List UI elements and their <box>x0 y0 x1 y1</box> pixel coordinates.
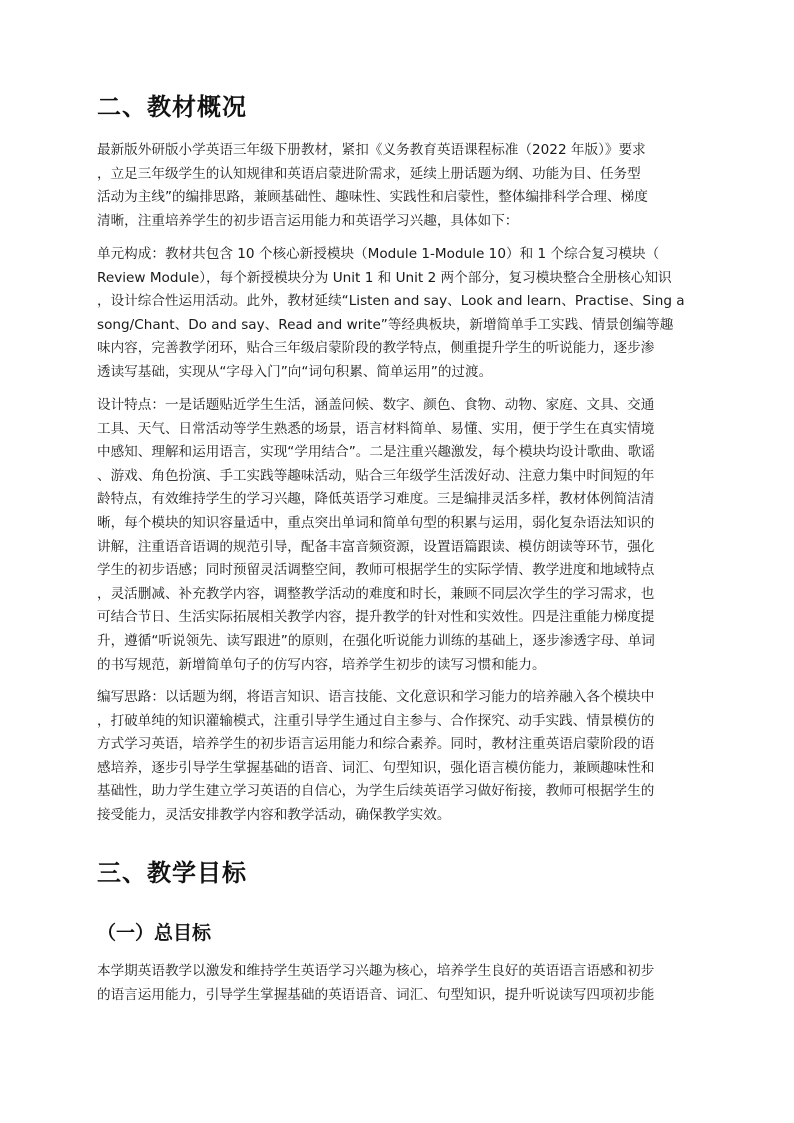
text-line: 晰，每个模块的知识容量适中，重点突出单词和简单句型的积累与运用，弱化复杂语法知识的 <box>97 514 655 531</box>
text-line: 最新版外研版小学英语三年级下册教材，紧扣《义务教育英语课程标准（2022 年版）》要求 <box>97 142 646 158</box>
text-line: 本学期英语教学以激发和维持学生英语学习兴趣为核心，培养学生良好的英语语言语感和初步 <box>97 963 655 979</box>
paragraph-overall-goal <box>97 960 700 1007</box>
text-line: 升，遵循“听说领先、读写跟进”的原则，在强化听说能力训练的基础上，逐步渗透字母、单词 <box>97 632 655 649</box>
text-line: ，立足三年级学生的认知规律和英语启蒙进阶需求，延续上册话题为纲、功能为目、任务型 <box>97 165 641 182</box>
text-line: 单元构成：教材共包含 10 个核心新授模块（Module 1-Module 10）和 1 个综合复习模块（ <box>97 246 660 262</box>
text-line: 基础性，助力学生建立学习英语的自信心，为学生后续英语学习做好衔接，教师可根据学生的 <box>97 783 655 800</box>
text-line: 感培养，逐步引导学生掌握基础的语音、词汇、句型知识，强化语言模仿能力，兼顾趣味性和 <box>97 759 655 776</box>
text-line: 清晰，注重培养学生的初步语言运用能力和英语学习兴趣，具体如下： <box>97 212 519 229</box>
text-line: 接受能力，灵活安排教学内容和教学活动，确保教学实效。 <box>97 806 451 823</box>
text-line: 活动为主线”的编排思路，兼顾基础性、趣味性、实践性和启蒙性，整体编排科学合理、梯度 <box>97 189 648 206</box>
text-line: 可结合节日、生活实际拓展相关教学内容，提升教学的针对性和实效性。四是注重能力梯度提 <box>97 609 655 626</box>
text-line: 透读写基础，实现从“字母入门”向“词句积累、简单运用”的过渡。 <box>97 363 493 380</box>
text-line: 的语言运用能力，引导学生掌握基础的英语语音、词汇、句型知识，提升听说读写四项初步能 <box>97 986 655 1003</box>
text-line: 工具、天气、日常活动等学生熟悉的场景，语言材料简单、易懂、实用，便于学生在真实情境 <box>97 420 655 437</box>
text-line: 设计特点：一是话题贴近学生生活，涵盖问候、数字、颜色、食物、动物、家庭、文具、交通 <box>97 397 655 413</box>
section-heading-goals: 三、教学目标 <box>97 859 247 887</box>
subsection-heading-overall-goal: （一）总目标 <box>97 922 212 944</box>
text-line: 中感知、理解和运用语言，实现“学用结合”。二是注重兴趣激发，每个模块均设计歌曲、歌谣 <box>97 444 655 461</box>
text-line: song/Chant、Do and say、Read and write”等经典板块，新增简单手工实践、情景创编等趣 <box>97 316 674 333</box>
paragraph-unit-structure <box>97 243 700 385</box>
text-line: ，设计综合性运用活动。此外，教材延续“Listen and say、Look and learn、Practise、Sing a <box>97 293 685 310</box>
text-line: 味内容，完善教学闭环，贴合三年级启蒙阶段的教学特点，侧重提升学生的听说能力，逐步渗 <box>97 340 655 357</box>
text-line: 讲解，注重语音语调的规范引导，配备丰富音频资源，设置语篇跟读、模仿朗读等环节，强化 <box>97 538 655 555</box>
text-line: 、游戏、角色扮演、手工实践等趣味活动，贴合三年级学生活泼好动、注意力集中时间短的年 <box>97 467 655 484</box>
text-line: ，灵活删减、补充教学内容，调整教学活动的难度和时长，兼顾不同层次学生的学习需求，也 <box>97 585 655 602</box>
text-line: 编写思路：以话题为纲，将语言知识、语言技能、文化意识和学习能力的培养融入各个模块中 <box>97 689 655 705</box>
text-line: 学生的初步语感；同时预留灵活调整空间，教师可根据学生的实际学情、教学进度和地域特点 <box>97 562 655 579</box>
text-line: 的书写规范，新增简单句子的仿写内容，培养学生初步的读写习惯和能力。 <box>97 656 546 673</box>
paragraph-writing-approach <box>97 686 700 828</box>
text-line: ，打破单纯的知识灌输模式，注重引导学生通过自主参与、合作探究、动手实践、情景模仿的 <box>97 712 655 729</box>
text-line: Review Module），每个新授模块分为 Unit 1 和 Unit 2 两个部分，复习模块整合全册核心知识 <box>97 269 672 286</box>
paragraph-overview-intro <box>97 139 700 233</box>
text-line: 龄特点，有效维持学生的学习兴趣，降低英语学习难度。三是编排灵活多样，教材体例简洁清 <box>97 491 655 508</box>
text-line: 方式学习英语，培养学生的初步语言运用能力和综合素养。同时，教材注重英语启蒙阶段的语 <box>97 736 655 753</box>
paragraph-design-features <box>97 394 700 677</box>
section-heading-overview: 二、教材概况 <box>97 93 247 121</box>
